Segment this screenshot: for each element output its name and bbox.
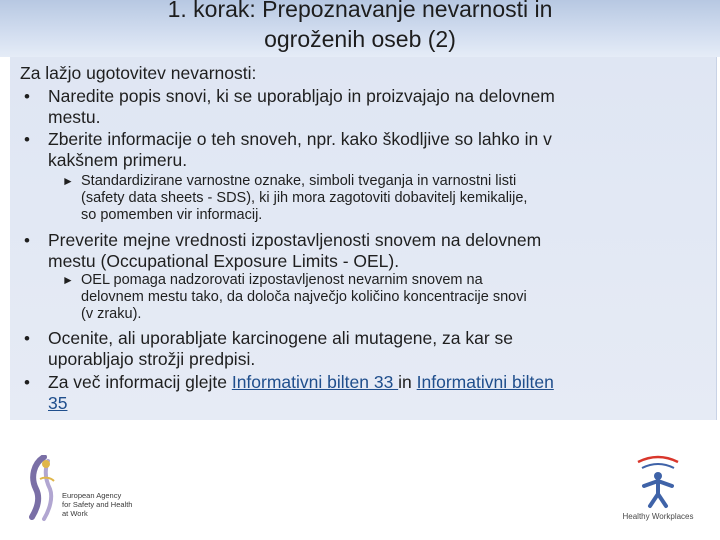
bullet4-line2: uporabljajo strožji predpisi. [48,349,256,369]
healthy-workplaces-star-figure-icon [612,452,704,512]
bullet1-line1: Naredite popis snovi, ki se uporabljajo in proizvajajo na delovnem [48,86,555,106]
sub2-line3: (v zraku). [81,306,142,322]
bullet2-line2: kakšnem primeru. [48,150,188,170]
slide-title [0,0,720,54]
bullet2-line1: Zberite informacije o teh snoveh, npr. kako škodljive so lahko in v [48,129,552,149]
healthy-workplaces-logo [612,452,704,528]
slide-title-line1: 1. korak: Prepoznavanje nevarnosti in [167,0,553,22]
campaign-name: Healthy Workplaces [622,512,694,521]
bullet4-line1: Ocenite, ali uporabljate karcinogene ali mutagene, za kar se [48,328,513,348]
sub1-line1: Standardizirane varnostne oznake, simboli tveganja in varnostni listi [81,173,517,189]
info-bulletin-35-link[interactable]: Informativni bilten [416,372,554,392]
agency-name-line3: at Work [62,509,88,518]
bullet3-line1: Preverite mejne vrednosti izpostavljenosti snovem na delovnem [48,230,542,250]
sub1-line2: (safety data sheets - SDS), ki jih mora zagotoviti dobavitelj kemikalije, [81,190,528,206]
eu-osha-logo [22,455,162,525]
bullet3-line2: mestu (Occupational Exposure Limits - OEL). [48,251,400,271]
slide-title-line2: ogroženih oseb (2) [264,26,456,52]
arrow-bullet-icon: ► [62,174,74,188]
bullet-marker: • [24,87,30,106]
bullet5-mid: in [398,372,417,392]
agency-name-line2: for Safety and Health [62,500,133,509]
arrow-bullet-icon: ► [62,273,74,287]
agency-name-line1: European Agency [62,491,122,500]
sub2-line2: delovnem mestu tako, da določa največjo količino koncentracije snovi [81,289,527,305]
bullet-marker: • [24,373,30,392]
sub1-line3: so pomemben vir informacij. [81,207,263,223]
sub2-line1: OEL pomaga nadzorovati izpostavljenost nevarnim snovem na [81,272,483,288]
bullet1-line2: mestu. [48,107,101,127]
bullet5-line2 [48,393,67,414]
bullet5-prefix: Za več informacij glejte [48,372,232,392]
bullet5-line1 [48,372,554,393]
bullet-marker: • [24,130,30,149]
info-bulletin-35-link-cont[interactable]: 35 [48,393,68,413]
intro-text: Za lažjo ugotovitev nevarnosti: [20,63,257,83]
bullet-marker: • [24,231,30,250]
bullet-marker: • [24,329,30,348]
info-bulletin-33-link[interactable]: Informativni bilten 33 [231,372,399,392]
